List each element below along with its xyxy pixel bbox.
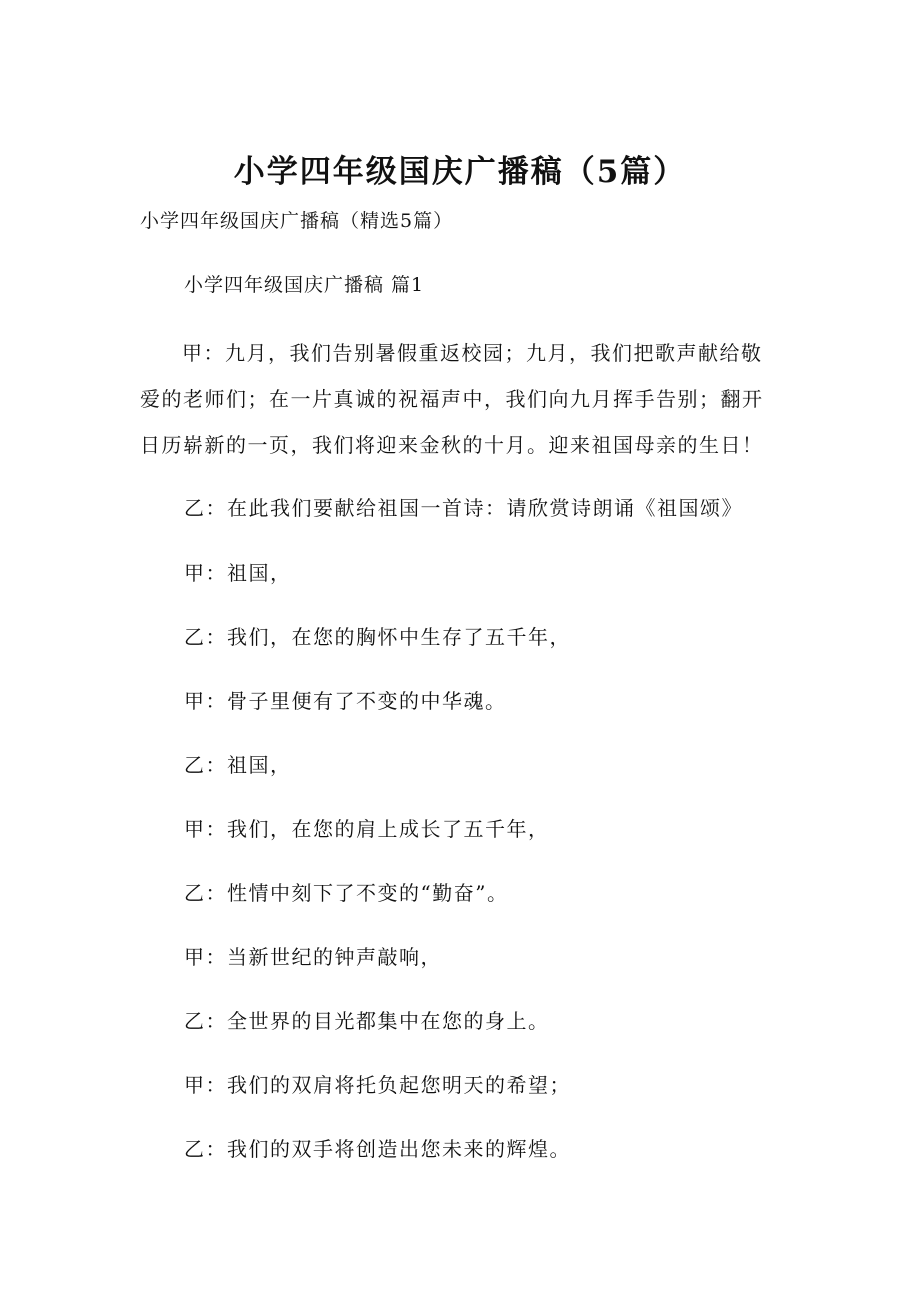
dialogue-line: 甲：骨子里便有了不变的中华魂。 <box>184 689 507 713</box>
dialogue-line: 乙：在此我们要献给祖国一首诗：请欣赏诗朗诵《祖国颂》 <box>184 496 743 520</box>
dialogue-line: 乙：我们的双手将创造出您未来的辉煌。 <box>184 1137 571 1161</box>
dialogue-line: 甲：我们，在您的肩上成长了五千年， <box>184 817 550 841</box>
intro-paragraph: 甲：九月，我们告别暑假重返校园；九月，我们把歌声献给敬爱的老师们；在一片真诚的祝福声中，我们向九月挥手告别；翻开日历崭新的一页，我们将迎来金秋的十月。迎来祖国母亲的生日！ <box>140 341 764 457</box>
dialogue-line: 甲：我们的双肩将托负起您明天的希望； <box>184 1073 571 1097</box>
dialogue-line: 乙：全世界的目光都集中在您的身上。 <box>184 1009 550 1033</box>
dialogue-line: 乙：我们，在您的胸怀中生存了五千年， <box>184 625 571 649</box>
section-heading: 小学四年级国庆广播稿 篇1 <box>184 274 425 296</box>
dialogue-line: 甲：当新世纪的钟声敲响， <box>184 945 442 969</box>
dialogue-line: 乙：性情中刻下了不变的“勤奋”。 <box>184 881 509 905</box>
document-title: 小学四年级国庆广播稿（5篇） <box>233 154 687 190</box>
document-subtitle: 小学四年级国庆广播稿（精选5篇） <box>140 210 454 232</box>
dialogue-line: 甲：祖国， <box>184 561 292 585</box>
dialogue-line: 乙：祖国， <box>184 753 292 777</box>
